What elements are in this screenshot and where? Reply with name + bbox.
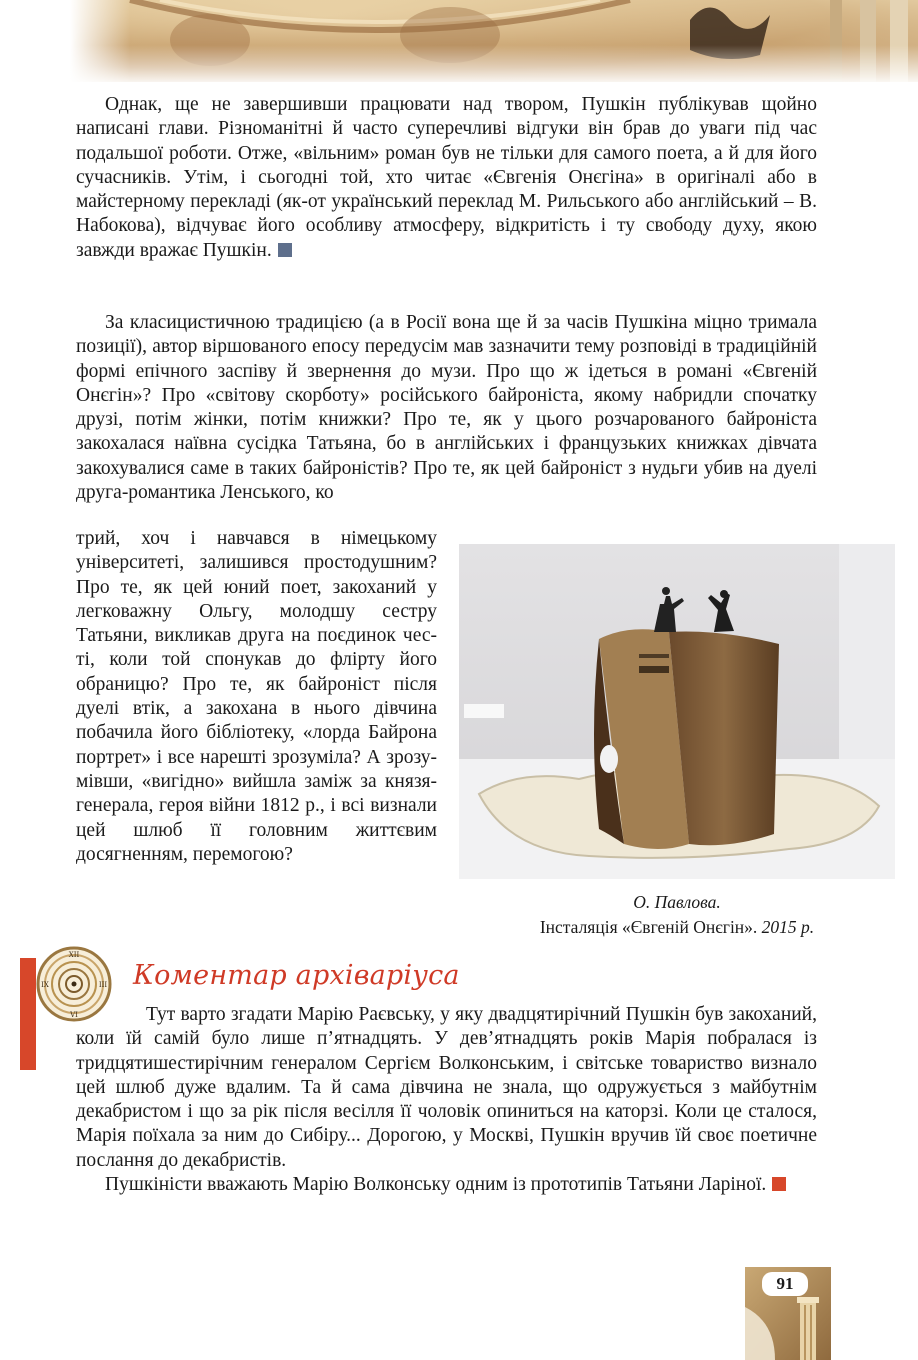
end-mark-square	[278, 243, 292, 257]
svg-text:IX: IX	[41, 981, 49, 989]
header-banner-image	[70, 0, 918, 82]
comment-paragraph-1: Тут варто згадати Марію Раєвську, у яку двадцятирічний Пушкін був закоханий, коли їй самій було лише п’ятнадцять. У дев’ятнадцять років Марія побралася із тридцятишестирічним генералом Сергієм Волконським, і світське товариство визнало цей шлюб дуже вдалим. Та й сама дівчина не знала, що одружується з майбутнім декабристом і що за рік після весілля її чоловік опиниться на каторзі. Коли це сталося, Марія поїхала за ним до Сибіру... Дорогою, у Москві, Пушкін вручив їй своє поетичне послання до декабристів.	[76, 1004, 817, 1171]
main-paragraph	[76, 311, 817, 505]
comment-paragraph	[76, 1003, 817, 1197]
page-number: 91	[762, 1272, 808, 1296]
comment-section-title: Коментар архіваріуса	[133, 960, 460, 991]
paragraph-1-text: Однак, ще не завершивши працювати над твором, Пушкін публікував щойно написані глави. Різноманітні й часто суперечливі відгуки він брав до уваги під час подальшої роботи. Отже, «вільним» роман був не тільки для самого поета, а й для його сучасників. Утім, і сьогодні той, хто читає «Євгенія Онєгіна» в оригіналі або в майстерному перекладі (як-от український переклад М. Рильського або англійський – В. Набокова), відчуває його особливу атмосферу, відкритість і ту свободу духу, якою завжди вражає Пушкін.	[76, 94, 817, 261]
paragraph-2-text: За класицистичною традицією (а в Росії вона ще й за часів Пушкіна міцно тримала позиції), автор віршованого епосу передусім мав зазначити тему розповіді в традиційній формі епічного заспіву й звернення до музи. Про що ж ідеться в романі «Євгеній Онєгін»? Про «світову скорботу» російського байроніста, якому набридли спочатку друзі, потім жінки, потім книжки? Про те, як у цього розчарованого байроніста закохалася наївна сусідка Татьяна, бо в англійських і французьких книжках дівчата закохувалися саме в таких байроністів? Про те, як цей байроніст з нудьги убив на дуелі друга-романтика Ленського, ко	[76, 312, 817, 504]
installation-photo	[459, 544, 895, 879]
caption-author: О. Павлова.	[633, 892, 721, 912]
svg-text:XII: XII	[68, 951, 80, 959]
caption-year: 2015 р.	[761, 917, 815, 937]
intro-paragraph	[76, 93, 817, 263]
photo-caption	[459, 890, 895, 940]
svg-text:III: III	[98, 981, 108, 989]
svg-text:VI: VI	[70, 1011, 78, 1019]
main-paragraph-continued	[76, 527, 437, 867]
caption-title: Інсталяція «Євгеній Онєгін».	[539, 917, 758, 937]
end-mark-square	[772, 1177, 786, 1191]
comment-paragraph-2: Пушкіністи вважають Марію Волконську одним із прототипів Татьяни Ларіної.	[105, 1174, 767, 1196]
paragraph-2-continued-text: трий, хоч і навчався в німецькому університеті, залишився простодушним? Про те, як цей юний поет, закоханий у легковажну Ольгу, молодшу сестру Татьяни, викликав друга на поєдинок честі, коли той спонукав до флірту його обраницю? Про те, як байроніст після дуелі втік, а закохана в нього дівчина побачила його бібліотеку, «лорда Байрона портрет» і все нарешті зрозуміла? А зрозумівши, «вигідно» вийшла заміж за князя-генерала, героя війни 1812 р., і всі визнали цей шлюб її головним життєвим досягненням, перемогою?	[76, 528, 437, 865]
